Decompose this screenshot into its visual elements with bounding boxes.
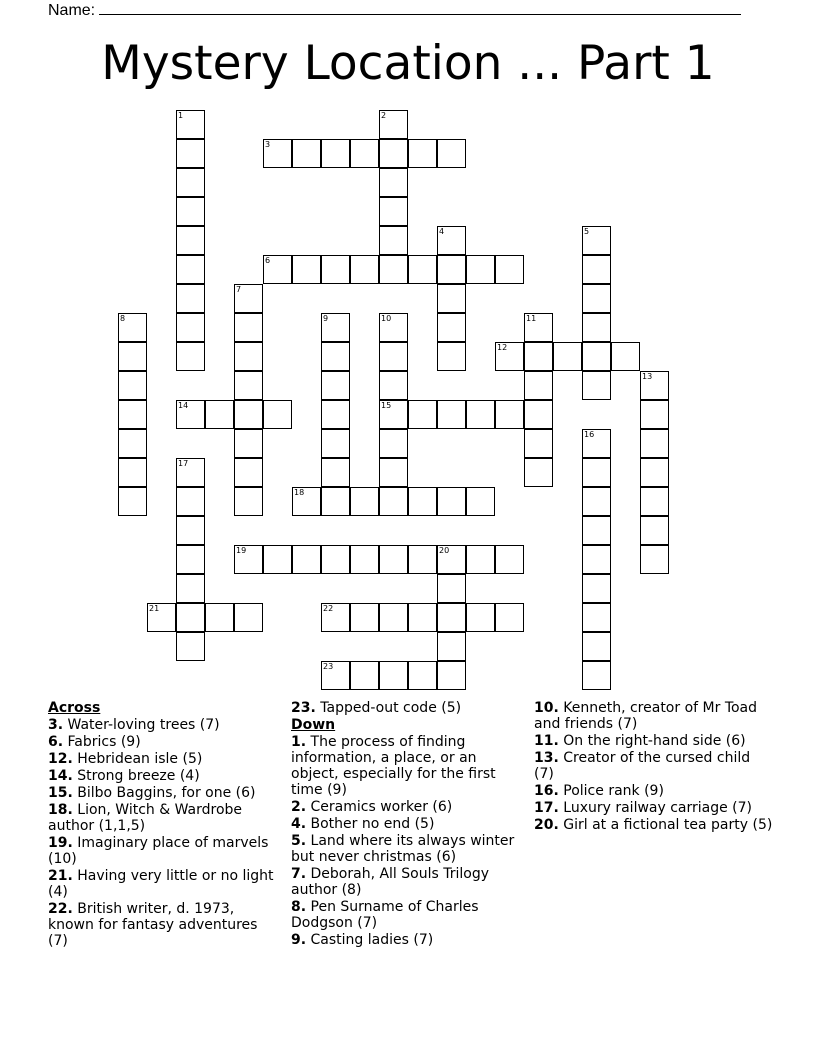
grid-cell[interactable] (379, 255, 408, 284)
grid-cell[interactable] (495, 342, 524, 371)
grid-cell[interactable] (350, 255, 379, 284)
clue-number: 20. (534, 817, 559, 833)
grid-cell[interactable] (495, 545, 524, 574)
grid-cell[interactable] (263, 400, 292, 429)
grid-cell[interactable] (176, 284, 205, 313)
grid-cell[interactable] (118, 313, 147, 342)
across-clue (48, 901, 280, 949)
grid-cell[interactable] (379, 429, 408, 458)
grid-cell[interactable] (176, 139, 205, 168)
grid-cell[interactable] (495, 400, 524, 429)
grid-cell[interactable] (582, 226, 611, 255)
grid-cell[interactable] (640, 429, 669, 458)
clue-number: 3. (48, 717, 64, 733)
grid-cell[interactable] (437, 574, 466, 603)
cell-number: 3 (265, 140, 271, 149)
clue-number: 10. (534, 700, 559, 716)
down-clue (291, 833, 519, 865)
grid-cell[interactable] (379, 458, 408, 487)
clue-number: 23. (291, 700, 316, 716)
grid-cell[interactable] (321, 342, 350, 371)
clue-text: Hebridean isle (5) (77, 751, 203, 767)
clue-text: British writer, d. 1973, known for fantasy adventures (7) (48, 901, 258, 949)
grid-cell[interactable] (321, 603, 350, 632)
clue-number: 22. (48, 901, 73, 917)
grid-cell[interactable] (176, 545, 205, 574)
clue-text: Having very little or no light (4) (48, 868, 274, 900)
cell-number: 14 (178, 401, 189, 410)
down-clue (291, 799, 519, 815)
clue-text: Imaginary place of marvels (10) (48, 835, 269, 867)
grid-cell[interactable] (205, 400, 234, 429)
cell-number: 19 (236, 546, 247, 555)
cell-number: 18 (294, 488, 305, 497)
grid-cell[interactable] (640, 400, 669, 429)
grid-cell[interactable] (582, 661, 611, 690)
grid-cell[interactable] (524, 429, 553, 458)
grid-cell[interactable] (640, 516, 669, 545)
grid-cell[interactable] (582, 429, 611, 458)
grid-cell[interactable] (524, 313, 553, 342)
cell-number: 5 (584, 227, 590, 236)
grid-cell[interactable] (234, 313, 263, 342)
cell-number: 2 (381, 111, 387, 120)
grid-cell[interactable] (379, 110, 408, 139)
down-clue (291, 816, 519, 832)
grid-cell[interactable] (495, 255, 524, 284)
clue-text: Strong breeze (4) (77, 768, 200, 784)
clue-text: Casting ladies (7) (310, 932, 434, 948)
clue-number: 4. (291, 816, 307, 832)
grid-cell[interactable] (350, 139, 379, 168)
grid-cell[interactable] (379, 313, 408, 342)
grid-cell[interactable] (437, 342, 466, 371)
across-clue (48, 734, 280, 750)
grid-cell[interactable] (176, 632, 205, 661)
grid-cell[interactable] (437, 603, 466, 632)
grid-cell[interactable] (408, 255, 437, 284)
grid-cell[interactable] (234, 400, 263, 429)
grid-cell[interactable] (582, 313, 611, 342)
grid-cell[interactable] (205, 603, 234, 632)
grid-cell[interactable] (379, 139, 408, 168)
clue-text: Ceramics worker (6) (310, 799, 453, 815)
down-clue (291, 866, 519, 898)
grid-cell[interactable] (582, 458, 611, 487)
clue-number: 13. (534, 750, 559, 766)
down-clue (291, 932, 519, 948)
grid-cell[interactable] (176, 603, 205, 632)
grid-cell[interactable] (582, 632, 611, 661)
cell-number: 10 (381, 314, 392, 323)
grid-cell[interactable] (176, 516, 205, 545)
clue-column-2 (291, 700, 519, 949)
cell-number: 15 (381, 401, 392, 410)
grid-cell[interactable] (292, 139, 321, 168)
grid-cell[interactable] (321, 458, 350, 487)
cell-number: 21 (149, 604, 160, 613)
clue-number: 9. (291, 932, 307, 948)
grid-cell[interactable] (176, 168, 205, 197)
down-clue (534, 800, 774, 816)
grid-cell[interactable] (234, 487, 263, 516)
grid-cell[interactable] (234, 545, 263, 574)
grid-cell[interactable] (147, 603, 176, 632)
clue-number: 8. (291, 899, 307, 915)
grid-cell[interactable] (118, 458, 147, 487)
across-clue (48, 717, 280, 733)
grid-cell[interactable] (350, 487, 379, 516)
clue-number: 21. (48, 868, 73, 884)
down-clue (534, 783, 774, 799)
grid-cell[interactable] (234, 429, 263, 458)
grid-cell[interactable] (582, 545, 611, 574)
clue-text: Police rank (9) (563, 783, 664, 799)
grid-cell[interactable] (582, 603, 611, 632)
clue-text: Deborah, All Souls Trilogy author (8) (291, 866, 490, 898)
grid-cell[interactable] (582, 255, 611, 284)
grid-cell[interactable] (234, 342, 263, 371)
across-clue (48, 785, 280, 801)
grid-cell[interactable] (524, 342, 553, 371)
across-clue (48, 751, 280, 767)
grid-cell[interactable] (176, 197, 205, 226)
grid-cell[interactable] (466, 255, 495, 284)
grid-cell[interactable] (408, 400, 437, 429)
cell-number: 11 (526, 314, 537, 323)
clue-number: 5. (291, 833, 307, 849)
clue-text: Luxury railway carriage (7) (563, 800, 753, 816)
name-label: Name: (48, 2, 96, 19)
cell-number: 16 (584, 430, 595, 439)
grid-cell[interactable] (379, 661, 408, 690)
grid-cell[interactable] (292, 545, 321, 574)
grid-cell[interactable] (176, 342, 205, 371)
clue-number: 2. (291, 799, 307, 815)
grid-cell[interactable] (408, 603, 437, 632)
down-heading: Down (291, 717, 336, 733)
grid-cell[interactable] (437, 487, 466, 516)
clue-number: 12. (48, 751, 73, 767)
grid-cell[interactable] (118, 400, 147, 429)
grid-cell[interactable] (118, 429, 147, 458)
cell-number: 20 (439, 546, 450, 555)
grid-cell[interactable] (437, 284, 466, 313)
grid-cell[interactable] (524, 371, 553, 400)
grid-cell[interactable] (263, 255, 292, 284)
clue-number: 1. (291, 734, 307, 750)
clue-number: 14. (48, 768, 73, 784)
grid-cell[interactable] (350, 545, 379, 574)
down-clue (534, 817, 774, 833)
clue-text: Kenneth, creator of Mr Toad and friends (7) (534, 700, 758, 732)
cell-number: 17 (178, 459, 189, 468)
grid-cell[interactable] (582, 342, 611, 371)
cell-number: 22 (323, 604, 334, 613)
grid-cell[interactable] (408, 139, 437, 168)
grid-cell[interactable] (437, 661, 466, 690)
clue-number: 16. (534, 783, 559, 799)
grid-cell[interactable] (466, 400, 495, 429)
clue-text: Water-loving trees (7) (67, 717, 220, 733)
cell-number: 23 (323, 662, 334, 671)
grid-cell[interactable] (466, 545, 495, 574)
grid-cell[interactable] (640, 458, 669, 487)
grid-cell[interactable] (321, 139, 350, 168)
clue-text: Pen Surname of Charles Dodgson (7) (291, 899, 479, 931)
grid-cell[interactable] (350, 661, 379, 690)
clue-number: 7. (291, 866, 307, 882)
grid-cell[interactable] (176, 226, 205, 255)
clue-text: Fabrics (9) (67, 734, 141, 750)
clue-text: Bilbo Baggins, for one (6) (77, 785, 256, 801)
cell-number: 9 (323, 314, 329, 323)
grid-cell[interactable] (408, 487, 437, 516)
grid-cell[interactable] (379, 197, 408, 226)
grid-cell[interactable] (176, 110, 205, 139)
cell-number: 8 (120, 314, 126, 323)
grid-cell[interactable] (321, 255, 350, 284)
grid-cell[interactable] (553, 342, 582, 371)
across-clue (48, 802, 280, 834)
grid-cell[interactable] (234, 371, 263, 400)
grid-cell[interactable] (437, 632, 466, 661)
grid-cell[interactable] (118, 487, 147, 516)
grid-cell[interactable] (582, 487, 611, 516)
grid-cell[interactable] (379, 487, 408, 516)
clue-text: Land where its always winter but never christmas (6) (291, 833, 515, 865)
clue-text: Lion, Witch & Wardrobe author (1,1,5) (48, 802, 243, 834)
grid-cell[interactable] (582, 574, 611, 603)
grid-cell[interactable] (379, 168, 408, 197)
grid-cell[interactable] (524, 458, 553, 487)
grid-cell[interactable] (379, 342, 408, 371)
grid-cell[interactable] (176, 574, 205, 603)
down-clue (534, 750, 774, 782)
clue-column-3 (534, 700, 774, 834)
grid-cell[interactable] (292, 487, 321, 516)
grid-cell[interactable] (321, 429, 350, 458)
clue-text: Bother no end (5) (310, 816, 435, 832)
cell-number: 13 (642, 372, 653, 381)
grid-cell[interactable] (118, 342, 147, 371)
grid-cell[interactable] (466, 603, 495, 632)
clue-number: 19. (48, 835, 73, 851)
grid-cell[interactable] (234, 603, 263, 632)
clue-number: 11. (534, 733, 559, 749)
grid-cell[interactable] (176, 255, 205, 284)
clue-number: 6. (48, 734, 64, 750)
grid-cell[interactable] (611, 342, 640, 371)
clue-text: The process of finding information, a place, or an object, especially for the first time (9) (291, 734, 496, 798)
grid-cell[interactable] (524, 400, 553, 429)
grid-cell[interactable] (495, 603, 524, 632)
cell-number: 4 (439, 227, 445, 236)
grid-cell[interactable] (176, 458, 205, 487)
cell-number: 7 (236, 285, 242, 294)
grid-cell[interactable] (582, 516, 611, 545)
across-heading: Across (48, 700, 101, 716)
clue-text: On the right-hand side (6) (563, 733, 746, 749)
grid-cell[interactable] (640, 371, 669, 400)
grid-cell[interactable] (263, 139, 292, 168)
grid-cell[interactable] (176, 313, 205, 342)
clue-text: Creator of the cursed child (7) (534, 750, 751, 782)
grid-cell[interactable] (379, 603, 408, 632)
grid-cell[interactable] (437, 313, 466, 342)
grid-cell[interactable] (292, 255, 321, 284)
grid-cell[interactable] (321, 313, 350, 342)
cell-number: 1 (178, 111, 184, 120)
page-title: Mystery Location ... Part 1 (101, 36, 715, 91)
grid-cell[interactable] (118, 371, 147, 400)
across-clue (48, 868, 280, 900)
grid-cell[interactable] (321, 545, 350, 574)
grid-cell[interactable] (263, 545, 292, 574)
clue-column-1 (48, 700, 280, 950)
cell-number: 12 (497, 343, 508, 352)
grid-cell[interactable] (321, 371, 350, 400)
across-clue (48, 768, 280, 784)
clue-number: 15. (48, 785, 73, 801)
cell-number: 6 (265, 256, 271, 265)
grid-cell[interactable] (176, 400, 205, 429)
down-clue (534, 700, 774, 732)
grid-cell[interactable] (437, 226, 466, 255)
grid-cell[interactable] (350, 603, 379, 632)
clue-text: Tapped-out code (5) (320, 700, 462, 716)
down-clue (291, 899, 519, 931)
grid-cell[interactable] (437, 139, 466, 168)
grid-cell[interactable] (408, 545, 437, 574)
down-clue (534, 733, 774, 749)
grid-cell[interactable] (379, 226, 408, 255)
grid-cell[interactable] (379, 400, 408, 429)
across-clue (48, 835, 280, 867)
grid-cell[interactable] (321, 400, 350, 429)
grid-cell[interactable] (437, 400, 466, 429)
grid-cell[interactable] (437, 545, 466, 574)
grid-cell[interactable] (466, 487, 495, 516)
grid-cell[interactable] (321, 661, 350, 690)
grid-cell[interactable] (379, 371, 408, 400)
clue-text: Girl at a fictional tea party (5) (563, 817, 773, 833)
grid-cell[interactable] (582, 284, 611, 313)
grid-cell[interactable] (640, 545, 669, 574)
grid-cell[interactable] (379, 545, 408, 574)
grid-cell[interactable] (234, 284, 263, 313)
grid-cell[interactable] (437, 255, 466, 284)
grid-cell[interactable] (408, 661, 437, 690)
grid-cell[interactable] (321, 487, 350, 516)
grid-cell[interactable] (640, 487, 669, 516)
grid-cell[interactable] (234, 458, 263, 487)
across-clue (291, 700, 519, 716)
clue-number: 18. (48, 802, 73, 818)
down-clue (291, 734, 519, 798)
grid-cell[interactable] (176, 487, 205, 516)
grid-cell[interactable] (582, 371, 611, 400)
clue-number: 17. (534, 800, 559, 816)
